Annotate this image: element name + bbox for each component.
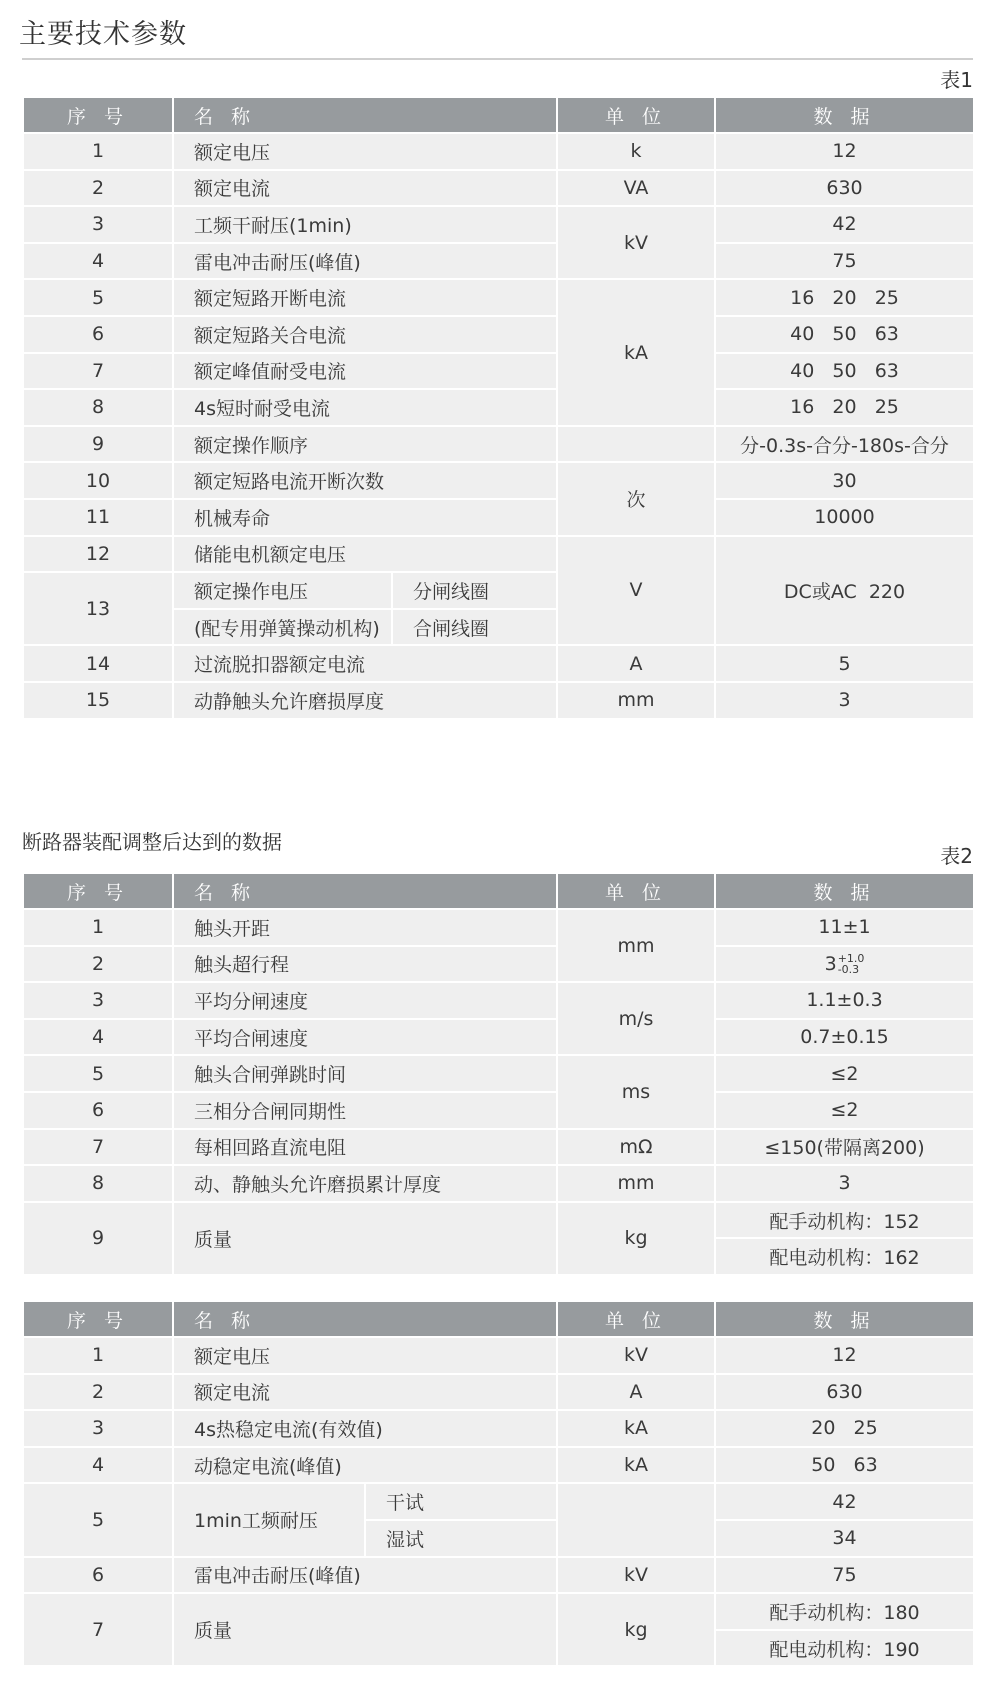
table1-tag: 表1 (940, 68, 973, 92)
cell-no: 8 (23, 389, 173, 426)
table-row (23, 1019, 974, 1056)
cell-subname: 合闸线圈 (392, 609, 557, 646)
table1-main-parameters (22, 96, 975, 720)
cell-name: 动稳定电流(峰值) (173, 1447, 557, 1484)
cell-data: 20 25 (715, 1410, 974, 1447)
table-row (23, 170, 974, 207)
cell-name: 机械寿命 (173, 499, 557, 536)
cell-unit: mm (557, 1165, 715, 1202)
table-row (23, 389, 974, 426)
cell-name: 额定操作电压 (173, 572, 392, 609)
cell-name: 过流脱扣器额定电流 (173, 645, 557, 682)
tolerance-lower: -0.3 (837, 963, 860, 977)
cell-no: 5 (23, 1483, 173, 1556)
cell-data: 30 (715, 462, 974, 499)
cell-name: 动、静触头允许磨损累计厚度 (173, 1165, 557, 1202)
table-row (23, 1129, 974, 1166)
header-unit: 单 位 (557, 873, 715, 909)
cell-name: 质量 (173, 1593, 557, 1666)
cell-name: 额定短路关合电流 (173, 316, 557, 353)
cell-no: 7 (23, 353, 173, 390)
cell-no: 11 (23, 499, 173, 536)
cell-name: 4s短时耐受电流 (173, 389, 557, 426)
cell-unit: kV (557, 206, 715, 279)
cell-data (715, 946, 974, 983)
cell-subname: 干试 (365, 1483, 557, 1520)
header-name: 名 称 (173, 873, 557, 909)
cell-data: 0.7±0.15 (715, 1019, 974, 1056)
cell-no: 5 (23, 1055, 173, 1092)
cell-data: 分-0.3s-合分-180s-合分 (715, 426, 974, 463)
cell-unit (557, 426, 715, 463)
cell-unit: mm (557, 682, 715, 719)
cell-data: 75 (715, 243, 974, 280)
cell-unit: kA (557, 1447, 715, 1484)
cell-name: 触头合闸弹跳时间 (173, 1055, 557, 1092)
cell-data: ≤150(带隔离200) (715, 1129, 974, 1166)
cell-unit: kg (557, 1202, 715, 1275)
table-header-row (23, 873, 974, 909)
cell-data: ≤2 (715, 1055, 974, 1092)
cell-name: 雷电冲击耐压(峰值) (173, 243, 557, 280)
cell-no: 4 (23, 1019, 173, 1056)
cell-no: 5 (23, 279, 173, 316)
cell-unit: k (557, 133, 715, 170)
cell-data: 配手动机构：152 (715, 1202, 974, 1239)
cell-unit: kA (557, 279, 715, 425)
cell-name: 4s热稳定电流(有效值) (173, 1410, 557, 1447)
table-row (23, 353, 974, 390)
cell-name: 工频干耐压(1min) (173, 206, 557, 243)
section2-title: 断路器装配调整后达到的数据 (22, 830, 282, 854)
table-row (23, 133, 974, 170)
table-header-row (23, 97, 974, 133)
cell-unit: VA (557, 170, 715, 207)
table-row (23, 462, 974, 499)
cell-name: 触头开距 (173, 909, 557, 946)
cell-data: 40 50 63 (715, 353, 974, 390)
cell-name: (配专用弹簧操动机构) (173, 609, 392, 646)
table2-adjusted-data (22, 872, 975, 1276)
cell-name: 1min工频耐压 (173, 1483, 365, 1556)
cell-no: 1 (23, 133, 173, 170)
page-title: 主要技术参数 (19, 19, 187, 50)
cell-name: 三相分合闸同期性 (173, 1092, 557, 1129)
title-divider (22, 58, 973, 60)
cell-name: 额定短路开断电流 (173, 279, 557, 316)
header-unit: 单 位 (557, 97, 715, 133)
header-name: 名 称 (173, 1301, 557, 1337)
table-row (23, 909, 974, 946)
cell-no: 15 (23, 682, 173, 719)
cell-no: 2 (23, 1374, 173, 1411)
header-no: 序 号 (23, 1301, 173, 1337)
cell-unit: m/s (557, 982, 715, 1055)
cell-no: 3 (23, 982, 173, 1019)
cell-no: 6 (23, 316, 173, 353)
table3-parameters (22, 1300, 975, 1667)
cell-name: 储能电机额定电压 (173, 536, 557, 573)
cell-no: 2 (23, 170, 173, 207)
cell-name: 每相回路直流电阻 (173, 1129, 557, 1166)
table-row (23, 243, 974, 280)
cell-data: 16 20 25 (715, 389, 974, 426)
cell-no: 2 (23, 946, 173, 983)
table-row (23, 536, 974, 573)
cell-no: 8 (23, 1165, 173, 1202)
cell-data: 50 63 (715, 1447, 974, 1484)
cell-name: 额定操作顺序 (173, 426, 557, 463)
cell-data: 16 20 25 (715, 279, 974, 316)
cell-data: 42 (715, 206, 974, 243)
table-row (23, 946, 974, 983)
cell-data: 10000 (715, 499, 974, 536)
cell-data: 12 (715, 133, 974, 170)
cell-name: 额定短路电流开断次数 (173, 462, 557, 499)
table-row (23, 1410, 974, 1447)
cell-name: 质量 (173, 1202, 557, 1275)
cell-data: 11±1 (715, 909, 974, 946)
cell-unit (557, 1483, 715, 1556)
cell-no: 7 (23, 1593, 173, 1666)
cell-no: 12 (23, 536, 173, 573)
cell-name: 额定电压 (173, 1337, 557, 1374)
table-row (23, 682, 974, 719)
table-row (23, 279, 974, 316)
cell-no: 13 (23, 572, 173, 645)
cell-data: 630 (715, 170, 974, 207)
cell-unit: ms (557, 1055, 715, 1128)
cell-unit: A (557, 645, 715, 682)
cell-data: 3 (715, 1165, 974, 1202)
cell-no: 3 (23, 1410, 173, 1447)
cell-data: 12 (715, 1337, 974, 1374)
cell-data: 1.1±0.3 (715, 982, 974, 1019)
cell-name: 平均分闸速度 (173, 982, 557, 1019)
cell-no: 4 (23, 243, 173, 280)
table-row (23, 499, 974, 536)
cell-no: 9 (23, 426, 173, 463)
cell-subname: 分闸线圈 (392, 572, 557, 609)
cell-no: 7 (23, 1129, 173, 1166)
cell-unit: 次 (557, 462, 715, 535)
cell-unit: mΩ (557, 1129, 715, 1166)
cell-data: ≤2 (715, 1092, 974, 1129)
table2-tag: 表2 (940, 844, 973, 868)
header-data: 数 据 (715, 873, 974, 909)
table-row (23, 1055, 974, 1092)
cell-name: 动静触头允许磨损厚度 (173, 682, 557, 719)
cell-no: 6 (23, 1092, 173, 1129)
table-row (23, 206, 974, 243)
cell-name: 触头超行程 (173, 946, 557, 983)
tolerance-base: 3 (824, 952, 837, 975)
table-row (23, 1165, 974, 1202)
cell-unit: kA (557, 1410, 715, 1447)
cell-subname: 湿试 (365, 1520, 557, 1557)
cell-data: DC或AC 220 (715, 536, 974, 646)
table-row (23, 1483, 974, 1520)
cell-data: 配电动机构：162 (715, 1238, 974, 1275)
table-row (23, 426, 974, 463)
header-no: 序 号 (23, 873, 173, 909)
table-row (23, 1447, 974, 1484)
cell-no: 1 (23, 909, 173, 946)
cell-data: 配手动机构：180 (715, 1593, 974, 1630)
table-row (23, 982, 974, 1019)
table-row (23, 1374, 974, 1411)
cell-no: 9 (23, 1202, 173, 1275)
table-row (23, 1202, 974, 1239)
table-row (23, 1557, 974, 1594)
table-header-row (23, 1301, 974, 1337)
table-row (23, 1337, 974, 1374)
cell-unit: kV (557, 1337, 715, 1374)
cell-data: 630 (715, 1374, 974, 1411)
cell-unit: mm (557, 909, 715, 982)
header-unit: 单 位 (557, 1301, 715, 1337)
cell-data: 40 50 63 (715, 316, 974, 353)
table-row (23, 1593, 974, 1630)
cell-name: 额定电流 (173, 170, 557, 207)
cell-unit: V (557, 536, 715, 646)
table-row (23, 645, 974, 682)
cell-data: 3 (715, 682, 974, 719)
cell-unit: kg (557, 1593, 715, 1666)
cell-no: 10 (23, 462, 173, 499)
cell-name: 平均合闸速度 (173, 1019, 557, 1056)
cell-no: 3 (23, 206, 173, 243)
tolerance-upper: +1.0 (837, 952, 865, 966)
cell-name: 额定峰值耐受电流 (173, 353, 557, 390)
cell-no: 14 (23, 645, 173, 682)
tolerance-range (838, 953, 865, 975)
cell-name: 额定电流 (173, 1374, 557, 1411)
cell-no: 6 (23, 1557, 173, 1594)
cell-unit: A (557, 1374, 715, 1411)
cell-data: 配电动机构：190 (715, 1630, 974, 1667)
header-name: 名 称 (173, 97, 557, 133)
header-data: 数 据 (715, 1301, 974, 1337)
cell-data: 75 (715, 1557, 974, 1594)
cell-unit: kV (557, 1557, 715, 1594)
table-row (23, 316, 974, 353)
header-data: 数 据 (715, 97, 974, 133)
cell-name: 雷电冲击耐压(峰值) (173, 1557, 557, 1594)
cell-no: 4 (23, 1447, 173, 1484)
cell-data: 34 (715, 1520, 974, 1557)
header-no: 序 号 (23, 97, 173, 133)
cell-name: 额定电压 (173, 133, 557, 170)
table-row (23, 1092, 974, 1129)
cell-no: 1 (23, 1337, 173, 1374)
cell-data: 42 (715, 1483, 974, 1520)
cell-data: 5 (715, 645, 974, 682)
